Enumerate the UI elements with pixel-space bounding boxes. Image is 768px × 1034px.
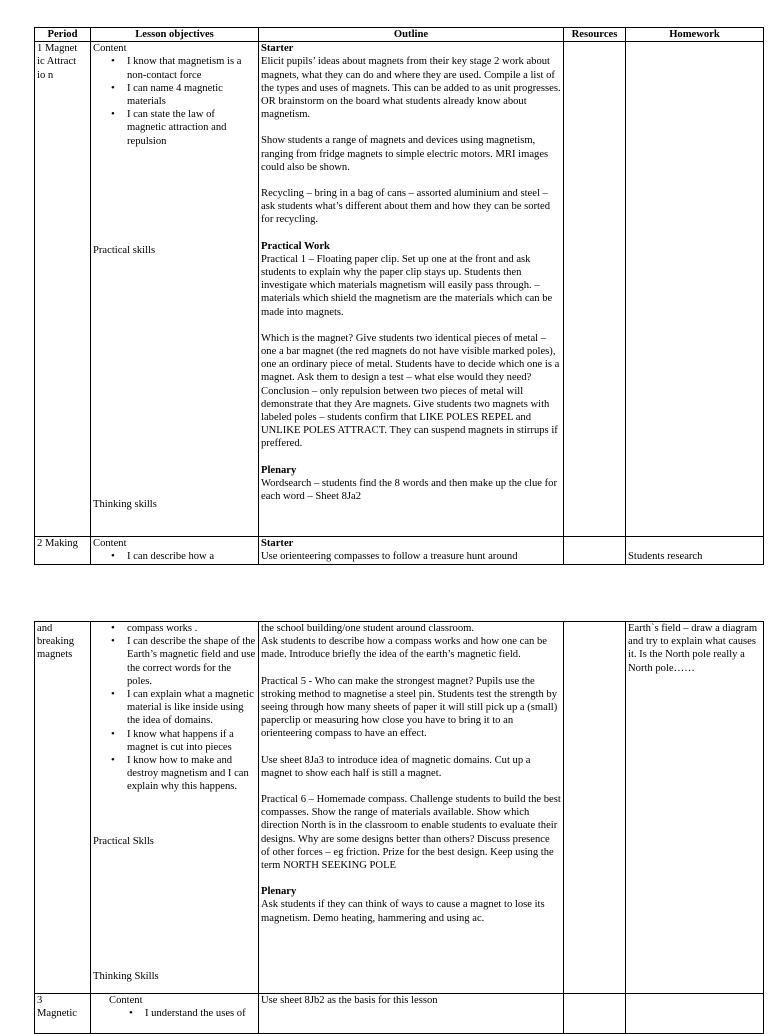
homework-text: Students research: [628, 551, 703, 563]
lesson2-outline-cont: [259, 622, 564, 994]
lesson1-resources: [564, 42, 626, 537]
practical-heading: Practical Work: [261, 240, 330, 252]
lesson2-outline: [259, 537, 564, 565]
lesson2-period: 2 Making: [35, 537, 91, 565]
lesson2-row-cont: [35, 622, 764, 994]
header-period: Period: [35, 28, 91, 42]
lesson3-homework: [626, 994, 764, 1034]
objective-item: • I know what happens if a magnet is cut into pieces: [127, 728, 256, 754]
header-homework: Homework: [626, 28, 764, 42]
which-magnet-text: Which is the magnet? Give students two identical pieces of metal – one a bar magnet (the red magnets do not have visible marked poles), one an ordinary piece of metal. Students have to decide which one is a magnet. Ask them to design a test – what else would they need? Conclusion – only repulsion between two pieces of metal will demonstrate that they Are magnets. Give students two magnets with labeled poles – students confirm that LIKE POLES REPEL and UNLIKE POLES ATTRACT. They can suspend magnets in stirrups if preffered.: [261, 332, 560, 450]
plenary-heading: Plenary: [261, 464, 297, 476]
lesson2-objectives-cont: [91, 622, 259, 994]
recycling-text: Recycling – bring in a bag of cans – assorted aluminium and steel – ask students what’s different about them and how they can be sorted for recycling.: [261, 188, 550, 226]
lesson-plan-table-page1: [34, 27, 764, 565]
lesson2-resources: [564, 537, 626, 565]
lesson1-objectives: [91, 42, 259, 537]
practical5-text: Practical 5 - Who can make the strongest magnet? Pupils use the stroking method to magnetise a steel pin. Students test the strength by seeing through how many sheets of paper it will still pick up a (small) paperclip or measuring how close you have to bring it to an orienteering compass to have an effect.: [261, 675, 558, 740]
lesson1-period: 1 Magnetic Attractio n: [35, 42, 91, 537]
objective-list: [93, 622, 256, 794]
header-objectives: Lesson objectives: [91, 28, 259, 42]
objective-item-cont: • compass works .: [127, 622, 256, 635]
header-outline: Outline: [259, 28, 564, 42]
objective-list: [93, 55, 256, 147]
starter-text: Use orienteering compasses to follow a treasure hunt around: [261, 551, 518, 563]
lesson2-resources-cont: [564, 622, 626, 994]
practical-skills-label: Practical Sklls: [93, 836, 154, 847]
lesson2-objectives: [91, 537, 259, 565]
lesson2-period-cont: and breaking magnets: [35, 622, 91, 994]
starter-heading: Starter: [261, 43, 294, 55]
plenary-heading: Plenary: [261, 886, 297, 898]
thinking-skills-label: Thinking skills: [93, 499, 157, 511]
homework-text: Earth`s field – draw a diagram and try to explain what causes it. Is the North pole really a North pole……: [628, 623, 758, 674]
lesson3-resources: [564, 994, 626, 1034]
lesson2-row-start: [35, 537, 764, 565]
lesson3-row: [35, 994, 764, 1034]
starter-text: Elicit pupils’ ideas about magnets from their key stage 2 work about magnets, what they can do and where they are used. Compile a list of the types and uses of magnets. This can be added to as unit progresses. OR brainstorm on the board what students already know about magnetism.: [261, 56, 561, 121]
objective-item: • I can describe how a: [127, 550, 256, 563]
domains-sheet-text: Use sheet 8Ja3 to introduce idea of magnetic domains. Cut up a magnet to show each half is still a magnet.: [261, 754, 531, 779]
outline-text: Use sheet 8Jb2 as the basis for this lesson: [261, 995, 438, 1006]
objective-item: • I can explain what a magnetic material is like inside using the idea of domains.: [127, 688, 256, 728]
lesson1-outline: [259, 42, 564, 537]
plenary-text: Wordsearch – students find the 8 words and then make up the clue for each word – Sheet 8Ja2: [261, 477, 557, 503]
content-label: Content: [93, 43, 127, 55]
practical-skills-label: Practical skills: [93, 245, 156, 257]
objective-item: • I know that magnetism is a non-contact force: [127, 55, 256, 81]
objective-list: [93, 550, 256, 563]
objective-list: [93, 1007, 256, 1020]
starter-heading: Starter: [261, 538, 294, 550]
practical1-text: Practical 1 – Floating paper clip. Set up one at the front and ask students to explain why the paper clip stays up. Students then investigate which materials magnetism will easily pass through. – materials which shield the magnetism are the materials which can be made into magnets.: [261, 253, 553, 318]
content-label: Content: [109, 995, 143, 1006]
lesson3-objectives: [91, 994, 259, 1034]
objective-item: • I can state the law of magnetic attraction and repulsion: [127, 108, 256, 148]
header-resources: Resources: [564, 28, 626, 42]
lesson2-homework-cont: [626, 622, 764, 994]
outline-cont-text: the school building/one student around classroom.: [261, 623, 475, 634]
lesson3-outline: [259, 994, 564, 1034]
objective-item: • I can describe the shape of the Earth’s magnetic field and use the correct words for the poles.: [127, 635, 256, 688]
practical6-text: Practical 6 – Homemade compass. Challenge students to build the best compasses. Show the range of materials available. Show which direction North is in the classroom to enable students to evaluate their designs. Why are some designs better than others? Discuss presence of other forces – eg friction. Prize for the best design. Keep using the term NORTH SEEKING POLE: [261, 794, 561, 872]
lesson1-row: [35, 42, 764, 537]
plenary-text: Ask students if they can think of ways to cause a magnet to lose its magnetism. Demo heating, hammering and using ac.: [261, 899, 545, 924]
content-label: Content: [93, 538, 127, 550]
lesson3-period: 3 Magnetic: [35, 994, 91, 1034]
lesson2-homework: [626, 537, 764, 565]
lesson-plan-table-page2: [34, 621, 764, 1034]
objective-item: • I understand the uses of: [145, 1007, 256, 1020]
show-magnets-text: Show students a range of magnets and devices using magnetism, ranging from fridge magnets to simple electric motors. MRI images could also be shown.: [261, 135, 549, 173]
thinking-skills-label: Thinking Skills: [93, 971, 159, 982]
header-row: [35, 28, 764, 42]
objective-item: • I can name 4 magnetic materials: [127, 82, 256, 108]
objective-item: • I know how to make and destroy magnetism and I can explain why this happens.: [127, 754, 256, 794]
lesson1-homework: [626, 42, 764, 537]
compass-text: Ask students to describe how a compass works and how one can be made. Introduce briefly the idea of the earth’s magnetic field.: [261, 636, 547, 661]
